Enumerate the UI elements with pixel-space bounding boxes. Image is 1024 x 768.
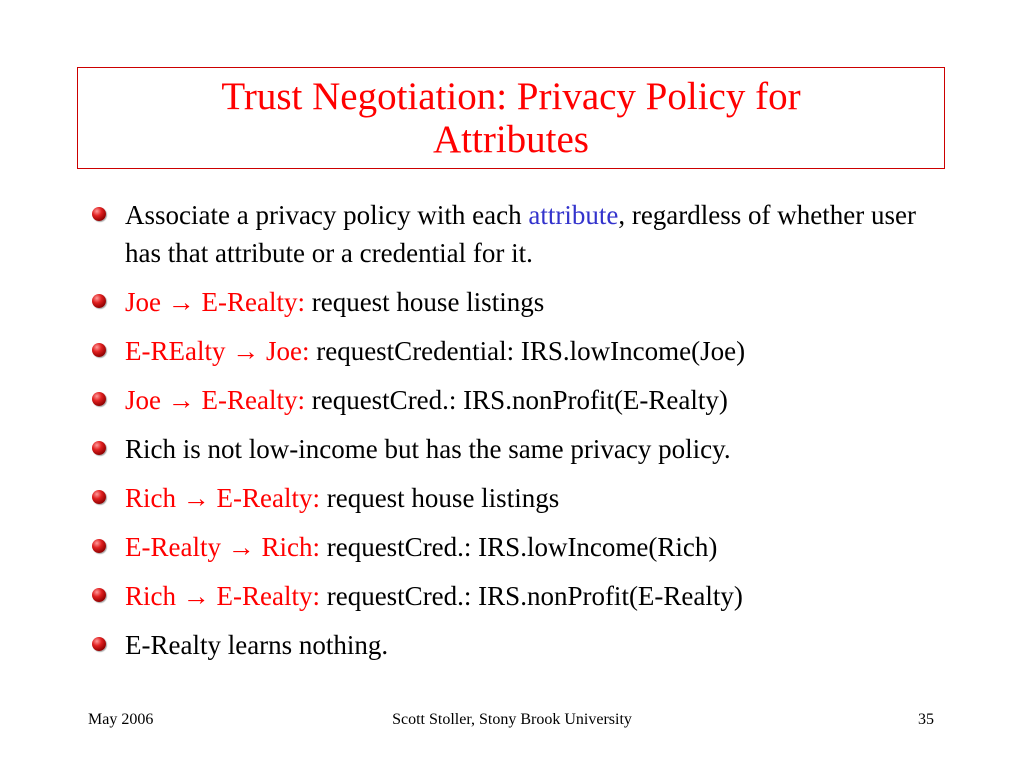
message-sender-receiver: Rich → E-Realty: xyxy=(125,581,320,611)
bullet-icon xyxy=(92,588,106,602)
title-box xyxy=(77,67,945,169)
bullet-item xyxy=(88,577,948,615)
message-content: requestCred.: IRS.nonProfit(E-Realty) xyxy=(304,385,728,415)
message-sender-receiver: E-Realty → Rich: xyxy=(125,532,320,562)
bullet-text: Rich is not low-income but has the same privacy policy. xyxy=(125,434,731,464)
bullet-icon xyxy=(92,343,106,357)
footer-date: May 2006 xyxy=(88,711,154,728)
bullet-item xyxy=(88,626,948,664)
bullet-icon xyxy=(92,441,106,455)
message-content: requestCred.: IRS.nonProfit(E-Realty) xyxy=(319,581,743,611)
message-content: request house listings xyxy=(304,287,545,317)
bullet-icon xyxy=(92,539,106,553)
bullet-icon xyxy=(92,294,106,308)
bullet-item xyxy=(88,283,948,321)
bullet-text: E-Realty learns nothing. xyxy=(125,630,389,660)
page-number: 35 xyxy=(918,711,934,728)
bullet-icon xyxy=(92,490,106,504)
bullet-icon xyxy=(92,637,106,651)
slide-title: Trust Negotiation: Privacy Policy for Attributes xyxy=(221,75,801,161)
bullet-list xyxy=(88,196,948,675)
highlighted-term: attribute xyxy=(528,200,619,230)
message-sender-receiver: Joe → E-Realty: xyxy=(125,287,305,317)
bullet-item xyxy=(88,381,948,419)
message-sender-receiver: Joe → E-Realty: xyxy=(125,385,305,415)
bullet-text: , regardless of whether user has that attribute or a credential for it. xyxy=(125,200,916,268)
message-content: request house listings xyxy=(319,483,560,513)
message-sender-receiver: Rich → E-Realty: xyxy=(125,483,320,513)
bullet-item xyxy=(88,479,948,517)
message-content: requestCred.: IRS.lowIncome(Rich) xyxy=(319,532,718,562)
message-sender-receiver: E-REalty → Joe: xyxy=(125,336,310,366)
bullet-icon xyxy=(92,392,106,406)
bullet-item xyxy=(88,332,948,370)
bullet-item xyxy=(88,528,948,566)
bullet-icon xyxy=(92,207,106,221)
bullet-text: Associate a privacy policy with each xyxy=(125,200,529,230)
footer-author: Scott Stoller, Stony Brook University xyxy=(392,711,632,728)
bullet-item xyxy=(88,430,948,468)
bullet-item xyxy=(88,196,948,272)
message-content: requestCredential: IRS.lowIncome(Joe) xyxy=(309,336,746,366)
